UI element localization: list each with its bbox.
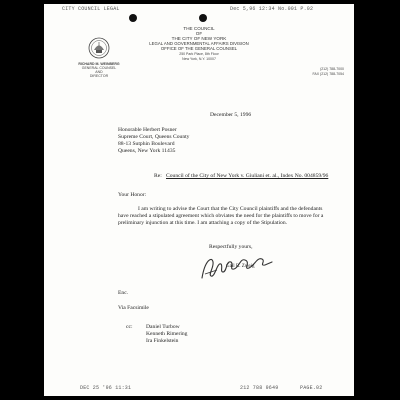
body-line: I am writing to advise the Court that the City Council plaintiffs and the defendants (138, 206, 323, 212)
addressee-line: 88-13 Sutphin Boulevard (118, 141, 175, 147)
cc-recipient: Kenneth Rimering (146, 331, 188, 337)
counsel-title: GENERAL COUNSEL (81, 66, 117, 70)
re-label: Re: (154, 173, 162, 179)
body-line: preliminary injunction at this time. I am attaching a copy of the Stipulation. (118, 220, 288, 226)
signer-name: Gail R. Zweig (226, 264, 255, 269)
letter-date: December 5, 1996 (210, 112, 252, 118)
fax-header-sender: CITY COUNCIL LEGAL (62, 6, 120, 12)
via-note: Via Facsimile (118, 305, 149, 311)
cc-recipient: Ira Finkelstein (146, 338, 179, 344)
counsel-name: RICHARD M. WEINBERG (78, 62, 120, 66)
letterhead-address1: 250 Park Place, 8th Floor (179, 52, 219, 56)
city-seal-icon (88, 37, 110, 59)
cc-recipient: Daniel Turbow (146, 324, 180, 330)
counsel-title-director: DIRECTOR (89, 74, 109, 78)
addressee-block (118, 127, 189, 155)
cc-list (146, 324, 187, 345)
enclosure-note: Enc. (118, 290, 129, 296)
letterhead-line2: OF (195, 31, 203, 36)
punch-hole-right (199, 14, 207, 22)
letterhead-address2: New York, N.Y. 10007 (182, 57, 216, 61)
letter-body (118, 206, 323, 227)
addressee-line: Honorable Herbert Posner (118, 127, 177, 133)
closing: Respectfully yours, (209, 244, 253, 250)
letter-page (44, 4, 354, 396)
letterhead-line4: LEGAL AND GOVERNMENTAL AFFAIRS DIVISION (149, 41, 249, 46)
fax-footer-number: 212 788 9649 (240, 385, 279, 391)
fax-header-timestamp: Dec 5,96 12:34 No.001 P.02 (230, 6, 314, 12)
counsel-title-and: AND (95, 70, 103, 74)
counsel-block (68, 62, 130, 78)
fax-footer-timestamp: DEC 25 '96 11:31 (80, 385, 132, 391)
punch-hole-left (129, 14, 137, 22)
fax-footer-page: PAGE.02 (300, 385, 323, 391)
addressee-line: Queens, New York 11435 (118, 148, 176, 154)
letterhead (124, 26, 274, 62)
re-subject: Council of the City of New York v. Giuliani et. al., Index No. 004859/96 (166, 173, 329, 179)
salutation: Your Honor: (118, 192, 147, 198)
phone-number: (212) 788-7000 (320, 67, 344, 71)
letterhead-line3: THE CITY OF NEW YORK (171, 36, 227, 41)
letterhead-line5: OFFICE OF THE GENERAL COUNSEL (160, 46, 238, 51)
body-line: have reached a stipulated agreement which obviates the need for the plaintiffs to move for a (118, 213, 324, 219)
addressee-line: Supreme Court, Queens County (118, 134, 190, 140)
fax-number: FAX (212) 788-7054 (312, 72, 344, 76)
letterhead-line1: THE COUNCIL (183, 26, 215, 31)
cc-label: cc: (126, 324, 133, 330)
